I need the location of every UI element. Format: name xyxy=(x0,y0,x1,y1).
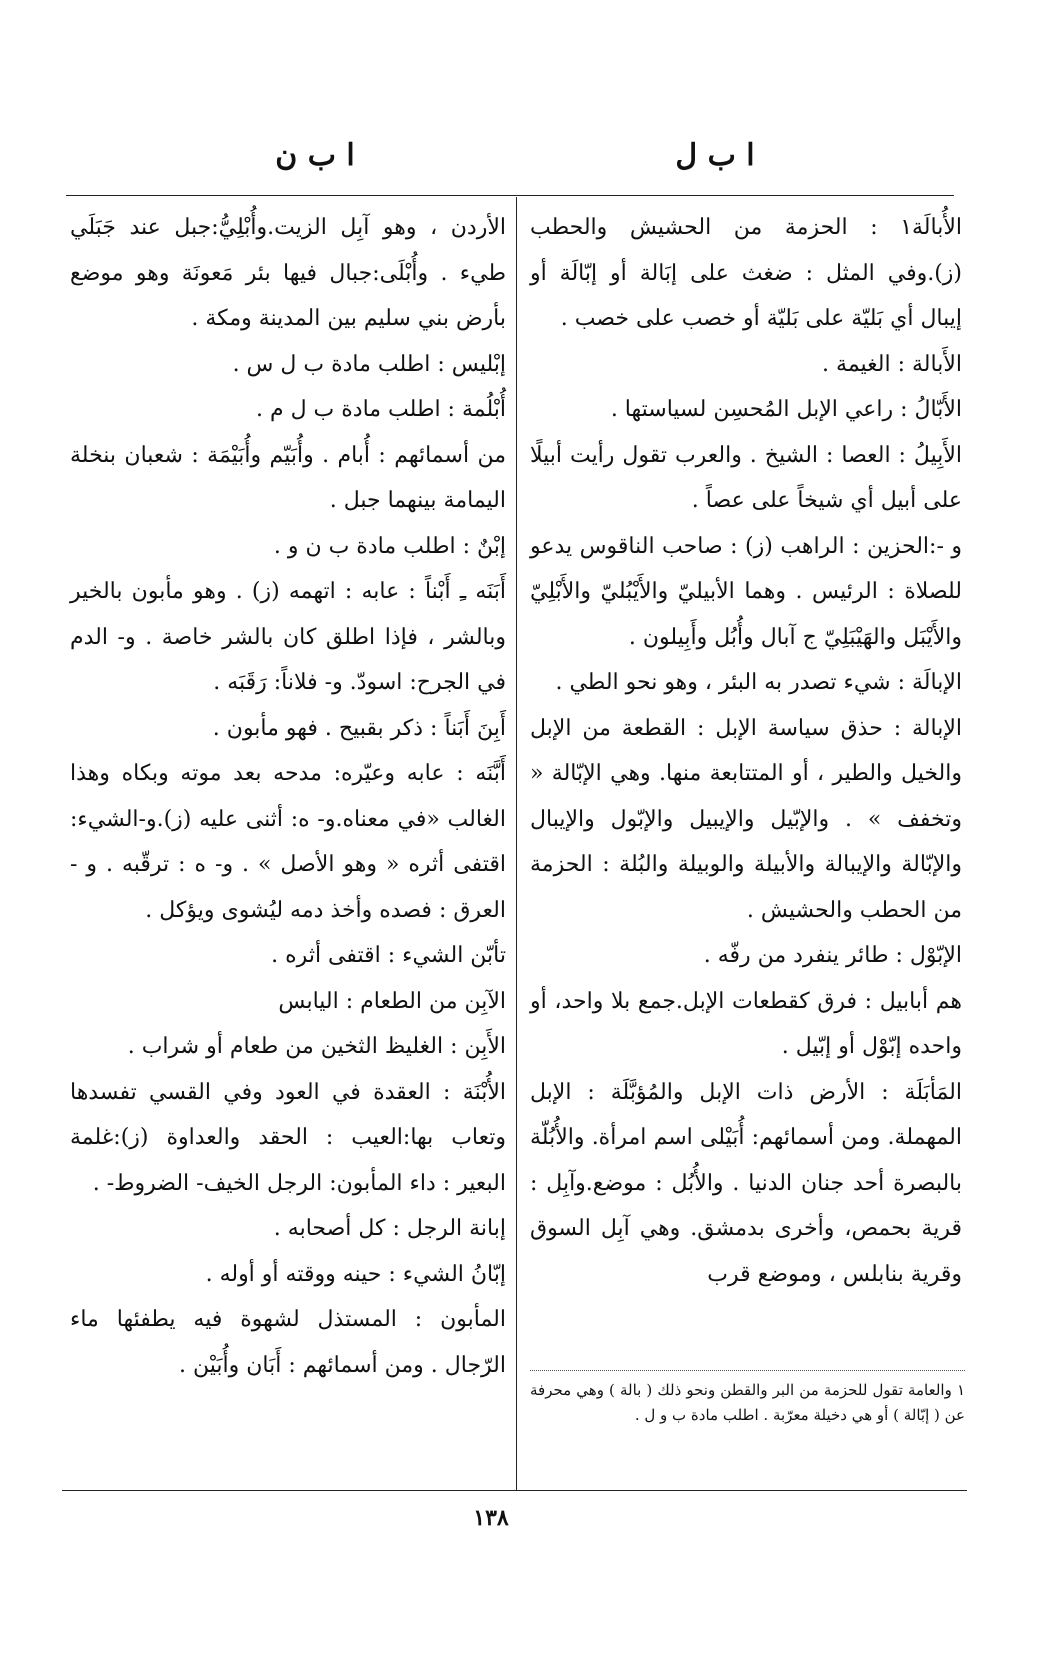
header-root-left: ا ب ن xyxy=(275,138,355,173)
entry-abil-hazin: و -:الحزين : الراهب (ز) : صاحب الناقوس يدعو للصلاة : الرئيس . وهما الأبيليّ والأَيْبُليّ والأَبْلِيّ والأَيْبَل والهَيْبَلِيّ ج آبال وأُبُل وأَبِيلون . xyxy=(530,533,962,650)
entry-ubam: من أسمائهم : أُبام . وأُبَيّم وأُبَيْمَة : شعبان بنخلة اليمامة بينهما جبل . xyxy=(70,442,506,513)
entry-urdun: الأردن ، وهو آبِل الزيت.وأُبْلِيُّ:جبل عند جَبَلَي طيء . وأُبْلَى:جبال فيها بئر مَعونَة وهو موضع بأرض بني سليم بين المدينة ومكة . xyxy=(70,215,506,331)
header-root-right: ا ب ل xyxy=(675,138,755,173)
entry-maabala: المَأبَلَة : الأرض ذات الإبل والمُؤبَّلَة : الإبل المهملة. ومن أسمائهم: أُبَيْلى اسم امرأة. والأُبُلّة بالبصرة أحد جنان الدنيا . والأُبُل : موضع.وآبِل : قرية بحمص، وأخرى بدمشق. وهي آبِل السوق وقرية بنابلس ، وموضع قرب xyxy=(530,1079,962,1287)
right-column xyxy=(530,205,962,1297)
left-column xyxy=(70,205,506,1388)
entry-ibala-hidhq: الإبالة : حذق سياسة الإبل : القطعة من الإبل والخيل والطير ، أو المتتابعة منها. وهي الإبّالة « وتخفف » . والإبّيل والإيبيل والإبّول والإيبال والإبّالة والإيبالة والأبيلة والوبيلة والبُلة : الحزمة من الحطب والحشيش . xyxy=(530,715,962,923)
entry-abala: الأَبالة : الغيمة . xyxy=(822,351,962,377)
entry-ibana: إبانة الرجل : كل أصحابه . xyxy=(273,1216,506,1241)
entry-ibbawl: الإبّوْل : طائر ينفرد من رفّه . xyxy=(703,943,962,968)
entry-abin-ghaliz: الأَبِن : الغليظ الثخين من طعام أو شراب . xyxy=(127,1034,506,1059)
entry-mabun: المأبون : المستذل لشهوة فيه يطفئها ماء الرّجال . ومن أسمائهم : أَبَان وأُبَيْن . xyxy=(70,1307,506,1378)
entry-abil: الأَبِيلُ : العصا : الشيخ . والعرب تقول رأيت أبيلًا على أبيل أي شيخاً على عصاً . xyxy=(530,442,962,513)
entry-ibala-bir: الإبالَة : شيء تصدر به البئر ، وهو نحو الطي . xyxy=(555,670,962,695)
column-divider xyxy=(516,197,517,1490)
entry-abin-taam: الآبِن من الطعام : اليابس xyxy=(278,988,506,1014)
entry-taabbana: تأبّن الشيء : اقتفى أثره . xyxy=(271,943,506,968)
entry-ibban: إبّانُ الشيء : حينه ووقته أو أوله . xyxy=(205,1261,506,1287)
footnote: ١ والعامة تقول للحزمة من البر والقطن ونحو ذلك ( بالة ) وهي محرفة عن ( إبّالة ) أو هي دخيلة معرّبة . اطلب مادة ب و ل . xyxy=(530,1381,965,1424)
entry-abbanahu: أَبَّنَه : عابه وعيّره: مدحه بعد موته وبكاه وهذا الغالب «في معناه.و- ه: أثنى عليه (ز).و-الشيء: اقتفى أثره « وهو الأصل » . و- ه : ترقّبه . و - العرق : فصده وأخذ دمه ليُشوى ويؤكل . xyxy=(70,761,506,923)
entry-ubna: الأُبْنَة : العقدة في العود وفي القسي تفسدها وتعاب بها:العيب : الحقد والعداوة (ز):غلمة البعير : داء المأبون: الرجل الخيف- الضروط- . xyxy=(70,1079,506,1196)
entry-abbal: الأَبّالُ : راعي الإبل المُحسِن لسياستها . xyxy=(610,397,962,422)
entry-abanahu: أَبَنَه ـِ أَبْناً : عابه : اتهمه (ز) . وهو مأبون بالخير وبالشر ، فإذا اطلق كان بالشر خاصة . و- الدم في الجرح: اسودّ. و- فلاناً: رَقَبَه . xyxy=(70,579,506,695)
entry-iblis: إبْليس : اطلب مادة ب ل س . xyxy=(232,351,506,377)
bottom-rule xyxy=(62,1490,967,1491)
entry-ababil: هم أبابيل : فرق كقطعات الإبل.جمع بلا واحد، أو واحده إبّوْل أو إبّيل . xyxy=(530,988,962,1059)
page-number: ١٣٨ xyxy=(473,1505,509,1531)
entry-ibn: إبْنٌ : اطلب مادة ب ن و . xyxy=(273,533,506,559)
entry-abina: أَبِنَ أَبَناً : ذكر بقبيح . فهو مأبون . xyxy=(212,715,506,741)
top-rule xyxy=(66,195,954,196)
entry-ubala: الأُبالَة١ : الحزمة من الحشيش والحطب (ز).وفي المثل : ضغث على إبَالة أو إبّالَة أو إيبال أي بَليّة على بَليّة أو خصب على خصب . xyxy=(530,215,962,331)
entry-ublumah: أُبْلُمة : اطلب مادة ب ل م . xyxy=(255,397,506,422)
footnote-rule xyxy=(530,1370,965,1371)
